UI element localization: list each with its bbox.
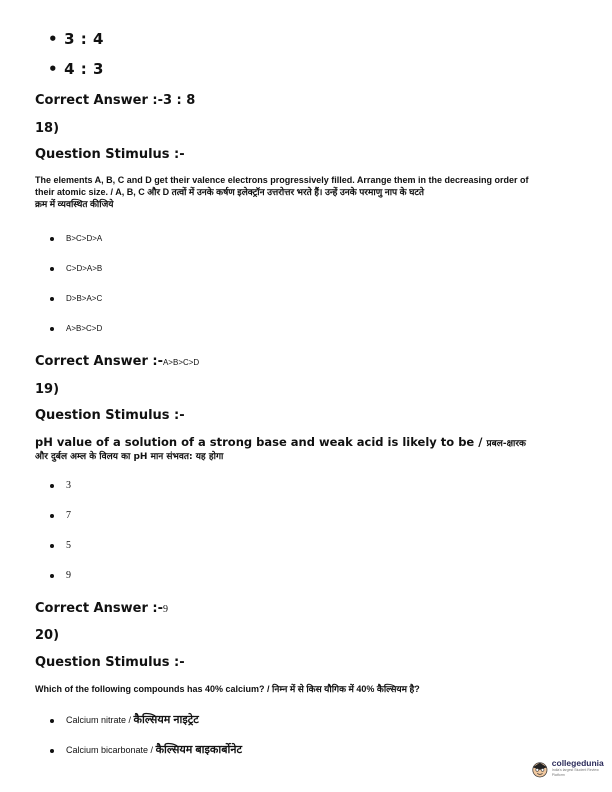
stimulus-19: pH value of a solution of a strong base and weak acid is likely to be / प्रबल-क्षारक और दुर्बल अम्ल के विलय का pH मान संभवत: यह होगा: [35, 435, 526, 462]
option-q18-1: B>C>D>A: [50, 234, 102, 243]
option-q19-4: 9: [50, 570, 71, 581]
stimulus-20: Which of the following compounds has 40% calcium? / निम्न में से किस यौगिक में 40% कैल्सियम है?: [35, 684, 420, 694]
collegedunia-logo: [531, 759, 612, 778]
option-q17-2: • 4 : 3: [48, 60, 104, 78]
option-q18-3: D>B>A>C: [50, 294, 102, 303]
stimulus-label-20: Question Stimulus :-: [35, 655, 185, 670]
option-q18-4: A>B>C>D: [50, 324, 102, 333]
brand-name: collegedunia: [551, 758, 604, 768]
answer-q18: Correct Answer :-A>B>C>D: [35, 354, 200, 369]
stimulus-label-19: Question Stimulus :-: [35, 408, 185, 423]
stimulus-label-18: Question Stimulus :-: [35, 147, 185, 162]
option-q18-2: C>D>A>B: [50, 264, 102, 273]
option-q19-3: 5: [50, 540, 71, 551]
question-number-19: 19): [35, 382, 60, 397]
question-number-18: 18): [35, 121, 60, 136]
stimulus-18: The elements A, B, C and D get their valence electrons progressively filled. Arrange them in the decreasing order of their atomic size. / A, B, C और D तत्वों में उनके कर्षण इलेक्ट्रॉन उत्तरोत्तर भरते हैं। उन्हें उनके परमाणु नाप के घटते क्रम में व्यवस्थित कीजिये: [35, 175, 529, 209]
answer-q19: Correct Answer :-9: [35, 601, 168, 616]
collegedunia-mascot-icon: [531, 760, 549, 778]
answer-q17: Correct Answer :-3 : 8: [35, 93, 196, 108]
option-q20-2: Calcium bicarbonate / कैल्सियम बाइकार्बोनेट: [50, 742, 242, 757]
option-q20-1: Calcium nitrate / कैल्सियम नाइट्रेट: [50, 712, 199, 727]
option-q19-2: 7: [50, 510, 71, 521]
brand-tagline: India's largest Student Review Platform: [551, 768, 599, 777]
option-q17-1: • 3 : 4: [48, 30, 104, 48]
option-q19-1: 3: [50, 480, 71, 491]
question-number-20: 20): [35, 628, 60, 643]
